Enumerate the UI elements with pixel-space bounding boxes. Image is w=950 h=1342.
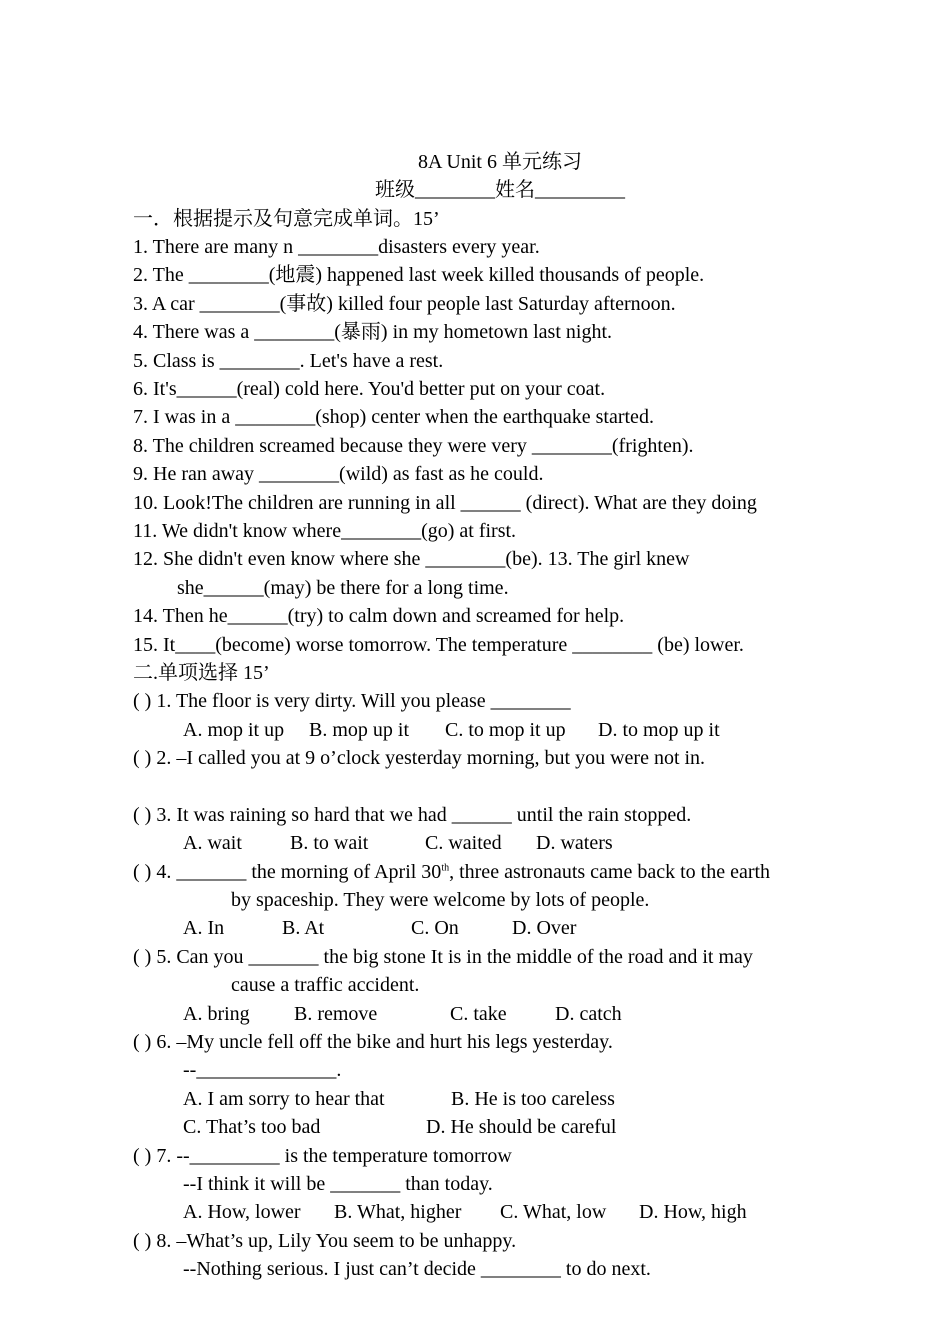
q6-option-c: C. That’s too bad bbox=[183, 1116, 321, 1138]
q6-option-d: D. He should be careful bbox=[426, 1116, 617, 1138]
mc-question-1: ( ) 1. The floor is very dirty. Will you please ________ bbox=[133, 690, 571, 712]
q6-option-a: A. I am sorry to hear that bbox=[183, 1088, 385, 1110]
fill-item-6: 6. It's______(real) cold here. You'd better put on your coat. bbox=[133, 378, 606, 400]
q3-option-a: A. wait bbox=[183, 832, 242, 854]
q3-option-d: D. waters bbox=[536, 832, 613, 854]
q7-option-b: B. What, higher bbox=[334, 1201, 462, 1223]
page-title: 8A Unit 6 单元练习 bbox=[418, 151, 582, 173]
q5-option-b: B. remove bbox=[294, 1003, 378, 1025]
q7-option-d: D. How, high bbox=[639, 1201, 747, 1223]
section1-heading: 一．根据提示及句意完成单词。15’ bbox=[133, 208, 440, 230]
q1-option-a: A. mop it up bbox=[183, 719, 285, 741]
q6-reply: --______________. bbox=[183, 1059, 342, 1081]
q4-stem-end: , three astronauts came back to the earth bbox=[449, 861, 771, 883]
fill-item-3: 3. A car ________(事故) killed four people last Saturday afternoon. bbox=[133, 293, 676, 315]
fill-item-11: 11. We didn't know where________(go) at first. bbox=[133, 520, 517, 542]
fill-item-10: 10. Look!The children are running in all ______ (direct). What are they doing bbox=[133, 492, 757, 514]
q5-option-c: C. take bbox=[450, 1003, 507, 1025]
mc-question-2: ( ) 2. –I called you at 9 o’clock yesterday morning, but you were not in. bbox=[133, 747, 706, 769]
mc-question-6: ( ) 6. –My uncle fell off the bike and hurt his legs yesterday. bbox=[133, 1031, 613, 1053]
section2-heading: 二.单项选择 15’ bbox=[133, 662, 270, 684]
q8-reply: --Nothing serious. I just can’t decide ________ to do next. bbox=[183, 1258, 651, 1280]
q7-option-a: A. How, lower bbox=[183, 1201, 301, 1223]
q4-option-a: A. In bbox=[183, 917, 225, 939]
fill-item-12: 12. She didn't even know where she ________(be). 13. The girl knew bbox=[133, 548, 690, 570]
fill-item-4: 4. There was a ________(暴雨) in my hometown last night. bbox=[133, 321, 613, 343]
fill-item-14: 14. Then he______(try) to calm down and screamed for help. bbox=[133, 605, 625, 627]
q7-reply: --I think it will be _______ than today. bbox=[183, 1173, 493, 1195]
fill-item-5: 5. Class is ________. Let's have a rest. bbox=[133, 350, 444, 372]
q3-option-b: B. to wait bbox=[290, 832, 369, 854]
q4-option-c: C. On bbox=[411, 917, 459, 939]
mc-question-5: ( ) 5. Can you _______ the big stone It is in the middle of the road and it may bbox=[133, 946, 753, 968]
fill-item-8: 8. The children screamed because they were very ________(frighten). bbox=[133, 435, 694, 457]
mc-question-3: ( ) 3. It was raining so hard that we had ______ until the rain stopped. bbox=[133, 804, 692, 826]
q4-option-d: D. Over bbox=[512, 917, 577, 939]
q4-ordinal-suffix: th bbox=[441, 862, 450, 874]
fill-item-7: 7. I was in a ________(shop) center when the earthquake started. bbox=[133, 406, 654, 428]
q7-option-c: C. What, low bbox=[500, 1201, 607, 1223]
q4-option-b: B. At bbox=[282, 917, 325, 939]
mc-question-8: ( ) 8. –What’s up, Lily You seem to be unhappy. bbox=[133, 1230, 517, 1252]
mc-question-7: ( ) 7. --_________ is the temperature tomorrow bbox=[133, 1145, 512, 1167]
fill-item-9: 9. He ran away ________(wild) as fast as he could. bbox=[133, 463, 544, 485]
q1-option-d: D. to mop up it bbox=[598, 719, 720, 741]
q3-option-c: C. waited bbox=[425, 832, 502, 854]
fill-item-2: 2. The ________(地震) happened last week killed thousands of people. bbox=[133, 264, 705, 286]
fill-item-13: she______(may) be there for a long time. bbox=[177, 577, 509, 599]
class-name-line: 班级________姓名_________ bbox=[375, 179, 625, 201]
q4-continuation: by spaceship. They were welcome by lots of people. bbox=[231, 889, 650, 911]
q5-option-a: A. bring bbox=[183, 1003, 250, 1025]
fill-item-1: 1. There are many n ________disasters every year. bbox=[133, 236, 540, 258]
q1-option-b: B. mop up it bbox=[309, 719, 410, 741]
fill-item-15: 15. It____(become) worse tomorrow. The temperature ________ (be) lower. bbox=[133, 634, 744, 656]
q4-stem-start: ( ) 4. _______ the morning of April 30 bbox=[133, 861, 442, 883]
q1-option-c: C. to mop it up bbox=[445, 719, 566, 741]
q5-option-d: D. catch bbox=[555, 1003, 622, 1025]
mc-question-4 bbox=[133, 859, 770, 885]
q6-option-b: B. He is too careless bbox=[451, 1088, 615, 1110]
q5-continuation: cause a traffic accident. bbox=[231, 974, 420, 996]
